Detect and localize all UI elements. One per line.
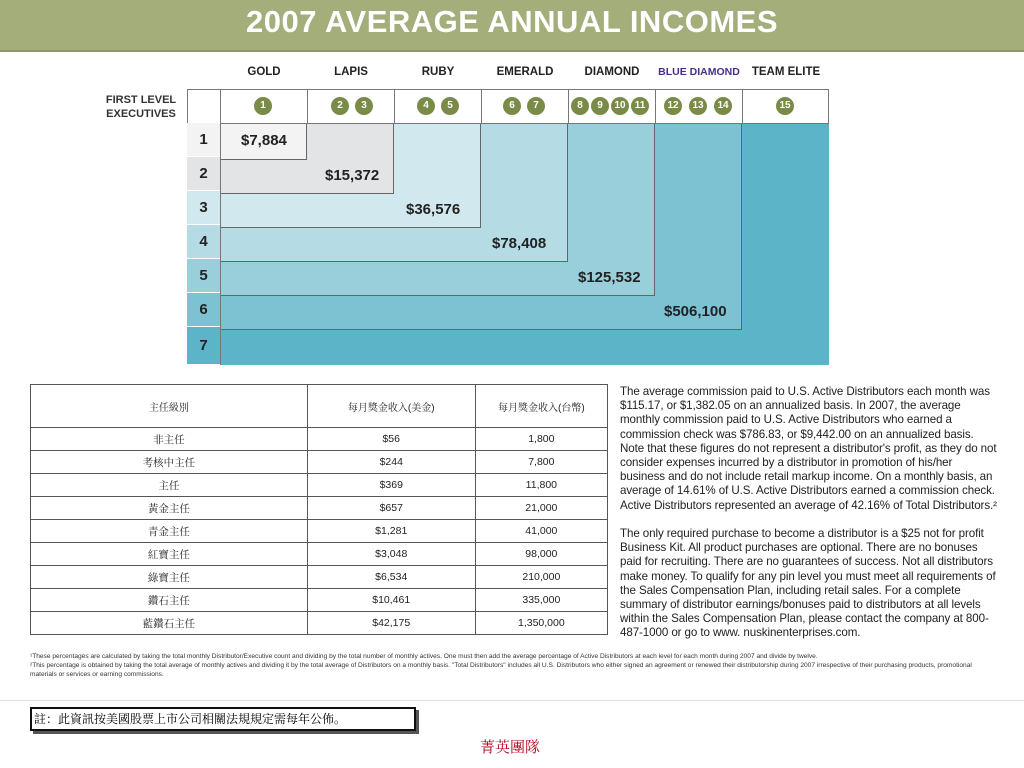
cell-twd: 335,000 xyxy=(475,589,607,612)
pin-circle: 10 xyxy=(611,97,629,115)
cell-level: 主任 xyxy=(31,474,308,497)
level-name-emerald: EMERALD xyxy=(496,66,554,78)
pin-circle: 1 xyxy=(254,97,272,115)
cell-level: 鑽石主任 xyxy=(31,589,308,612)
cell-level: 藍鑽石主任 xyxy=(31,612,308,635)
row-number: 7 xyxy=(187,327,220,365)
pin-circle: 8 xyxy=(571,97,589,115)
row-number: 1 xyxy=(187,123,220,157)
cell-usd: $3,048 xyxy=(307,543,475,566)
pin-circle: 12 xyxy=(664,97,682,115)
cell-twd: 98,000 xyxy=(475,543,607,566)
pin-circle: 2 xyxy=(331,97,349,115)
table-row xyxy=(31,474,608,497)
cell-usd: $244 xyxy=(307,451,475,474)
cell-level: 考核中主任 xyxy=(31,451,308,474)
cell-usd: $369 xyxy=(307,474,475,497)
requirements-paragraph: The only required purchase to become a distributor is a $25 not for profit Business Kit. All product purchases are optional. There are no bonuses paid for recruiting. There are no guarantees of success. Not all distributors make money. To qualify for any pin level you must meet all requirements of the Sales Compensation Plan, including retail sales. For a complete summary of distributor earnings/bonuses paid to distributors at all levels within the Sales Compensation Plan, please contact the company at 800-487-1000 or go to www. nuskinenterprises.com. xyxy=(620,527,996,640)
cell-level: 非主任 xyxy=(31,428,308,451)
table-row xyxy=(31,520,608,543)
cell-usd: $42,175 xyxy=(307,612,475,635)
cell-level: 黃金主任 xyxy=(31,497,308,520)
cell-level: 綠寶主任 xyxy=(31,566,308,589)
cell-usd: $6,534 xyxy=(307,566,475,589)
pin-circle: 9 xyxy=(591,97,609,115)
header-level: 主任級別 xyxy=(31,385,308,428)
income-value: $125,532 xyxy=(578,269,641,286)
level-name-lapis: LAPIS xyxy=(334,66,368,78)
row-number: 2 xyxy=(187,157,220,191)
table-row xyxy=(31,428,608,451)
pin-circle: 14 xyxy=(714,97,732,115)
cell-twd: 1,800 xyxy=(475,428,607,451)
cell-level: 青金主任 xyxy=(31,520,308,543)
header-twd: 每月獎金收入(台幣) xyxy=(475,385,607,428)
disclosure-note: 註：此資訊按美國股票上市公司相關法規規定需每年公佈。 xyxy=(30,707,416,731)
table-row xyxy=(31,612,608,635)
level-name-gold: GOLD xyxy=(247,66,281,78)
pin-circle: 5 xyxy=(441,97,459,115)
level-name-blue-diamond: BLUE DIAMOND xyxy=(658,66,740,78)
pin-circle: 13 xyxy=(689,97,707,115)
level-name-ruby: RUBY xyxy=(421,66,455,78)
footnote-2: ²This percentage is obtained by taking the total average of monthly actives and dividing it by the total average of Distributors on a monthly basis. "Total Distributors" includes all U.S. Distributors who either signed an agreement or renewed their distributorship during 2007 irrespective of their purchasing products, promotional materials or services or earning commissions. xyxy=(30,662,972,678)
cell-level: 紅寶主任 xyxy=(31,543,308,566)
header-divider xyxy=(655,89,656,123)
header-divider xyxy=(394,89,395,123)
table-header-row xyxy=(31,385,608,428)
divider xyxy=(0,700,1024,701)
pin-circle: 6 xyxy=(503,97,521,115)
title-banner xyxy=(0,0,1024,52)
pin-circle: 3 xyxy=(355,97,373,115)
row-number: 3 xyxy=(187,191,220,225)
page-title: 2007 AVERAGE ANNUAL INCOMES xyxy=(246,4,778,39)
cell-usd: $10,461 xyxy=(307,589,475,612)
first-level-label: FIRST LEVEL EXECUTIVES xyxy=(105,94,177,120)
cell-twd: 7,800 xyxy=(475,451,607,474)
header-divider xyxy=(220,89,221,123)
table-row xyxy=(31,589,608,612)
level-name-diamond: DIAMOND xyxy=(584,66,640,78)
income-value: $78,408 xyxy=(492,235,547,252)
cell-twd: 41,000 xyxy=(475,520,607,543)
income-value: $36,576 xyxy=(406,201,461,218)
pin-circle: 15 xyxy=(776,97,794,115)
row-number: 4 xyxy=(187,225,220,259)
commission-paragraph: The average commission paid to U.S. Active Distributors each month was $115.17, or $1,382.05 on an annualized basis. In 2007, the average monthly commission paid to U.S. Active Distributors who earned a commission check was $786.83, or $9,442.00 on an annualized basis. Note that these figures do not represent a distributor's profit, as they do not consider expenses incurred by a distributor in promotion of his/her business and do not include retail markup income. On a monthly basis, an average of 14.61% of U.S. Active Distributors earned a commission check. Active Distributors represented an average of 42.16% of Total Distributors.² xyxy=(620,385,997,512)
header-divider xyxy=(481,89,482,123)
header-divider xyxy=(742,89,743,123)
cell-usd: $56 xyxy=(307,428,475,451)
table-row xyxy=(31,543,608,566)
footer-team-name: 菁英團隊 xyxy=(479,738,540,756)
level-name-team-elite: TEAM ELITE xyxy=(751,66,821,78)
cell-twd: 210,000 xyxy=(475,566,607,589)
cell-twd: 1,350,000 xyxy=(475,612,607,635)
income-value: $506,100 xyxy=(664,303,727,320)
row-number: 5 xyxy=(187,259,220,293)
header-divider xyxy=(568,89,569,123)
table-row xyxy=(31,566,608,589)
pin-circle: 4 xyxy=(417,97,435,115)
cell-usd: $657 xyxy=(307,497,475,520)
pin-circle: 11 xyxy=(631,97,649,115)
cell-twd: 11,800 xyxy=(475,474,607,497)
table-row xyxy=(31,451,608,474)
income-value: $15,372 xyxy=(325,167,380,184)
cell-usd: $1,281 xyxy=(307,520,475,543)
header-usd: 每月獎金收入(美金) xyxy=(307,385,475,428)
row-number-divider xyxy=(220,123,221,365)
header-row-divider xyxy=(187,123,829,124)
row-number: 6 xyxy=(187,293,220,327)
pin-circle: 7 xyxy=(527,97,545,115)
table-row xyxy=(31,497,608,520)
cell-twd: 21,000 xyxy=(475,497,607,520)
monthly-income-table xyxy=(30,384,608,635)
header-divider xyxy=(307,89,308,123)
footnote-1: ¹These percentages are calculated by taking the total monthly Distributor/Executive count and dividing by the total number of monthly actives. One must then add the average percentage of Active Distributors at each level for each month during 2007 and divide by twelve. xyxy=(30,653,818,660)
income-value: $7,884 xyxy=(241,132,287,149)
